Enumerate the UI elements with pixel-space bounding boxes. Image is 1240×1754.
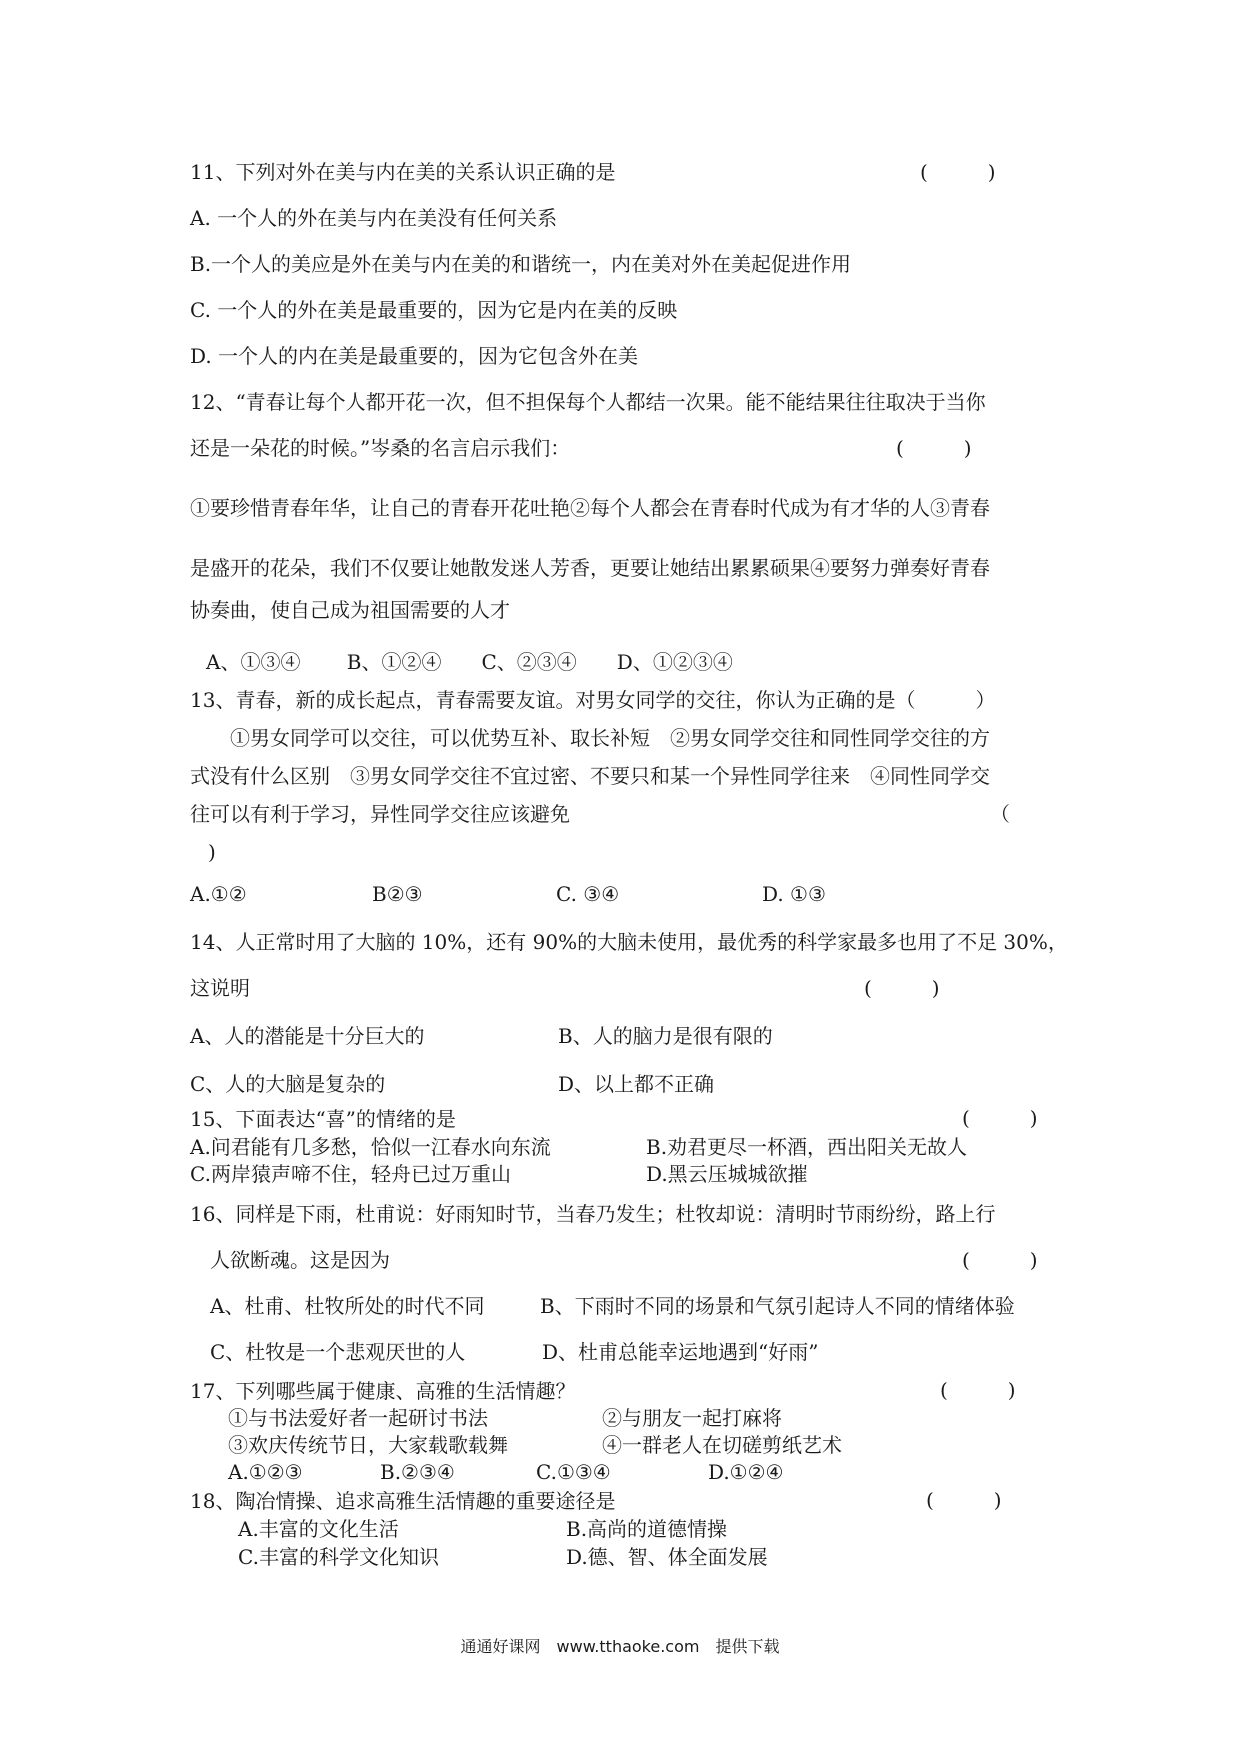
q17-statement-3: ③欢庆传统节日，大家载歌载舞: [228, 1433, 508, 1457]
q12-statement-line2: 是盛开的花朵，我们不仅要让她散发迷人芳香，更要让她结出累累硕果④要努力弹奏好青春: [190, 556, 990, 580]
q15-stem: 15、下面表达“喜”的情绪的是: [190, 1107, 456, 1131]
q15-option-c: C.两岸猿声啼不住，轻舟已过万重山: [190, 1162, 511, 1186]
q14-stem-line1: 14、人正常时用了大脑的 10%，还有 90%的大脑未使用，最优秀的科学家最多也用了不足 30%，: [190, 930, 1068, 954]
q13-option-d: D. ①③: [762, 882, 826, 906]
q16-stem-line1: 16、同样是下雨，杜甫说：好雨知时节，当春乃发生；杜牧却说：清明时节雨纷纷，路上行: [190, 1202, 996, 1226]
q13-option-b: B②③: [372, 882, 423, 906]
q18-option-a: A.丰富的文化生活: [238, 1517, 399, 1541]
q16-option-b: B、下雨时不同的场景和气氛引起诗人不同的情绪体验: [540, 1294, 1015, 1318]
q17-statement-4: ④一群老人在切磋剪纸艺术: [602, 1433, 842, 1457]
q14-option-c: C、人的大脑是复杂的: [190, 1072, 386, 1096]
q18-option-c: C.丰富的科学文化知识: [238, 1545, 439, 1569]
q18-stem: 18、陶冶情操、追求高雅生活情趣的重要途径是: [190, 1489, 616, 1513]
q11-stem: 11、下列对外在美与内在美的关系认识正确的是: [190, 160, 616, 184]
q15-answer-paren: ( ): [962, 1106, 1038, 1130]
q15-option-a: A.问君能有几多愁，恰似一江春水向东流: [190, 1135, 551, 1159]
q12-stem-line2: 还是一朵花的时候。”岑桑的名言启示我们：: [190, 436, 571, 460]
q14-option-b: B、人的脑力是很有限的: [558, 1024, 773, 1048]
q16-option-a: A、杜甫、杜牧所处的时代不同: [210, 1294, 485, 1318]
q12-statement-line1: ①要珍惜青春年华，让自己的青春开花吐艳②每个人都会在青春时代成为有才华的人③青春: [190, 496, 990, 520]
q15-option-d: D.黑云压城城欲摧: [646, 1162, 808, 1186]
q14-option-a: A、人的潜能是十分巨大的: [190, 1024, 425, 1048]
q13-paren-close: ): [208, 840, 216, 864]
q17-statement-1: ①与书法爱好者一起研讨书法: [228, 1406, 488, 1430]
q12-stem-line1: 12、“青春让每个人都开花一次，但不担保每个人都结一次果。能不能结果往往取决于当你: [190, 390, 986, 414]
q16-option-c: C、杜牧是一个悲观厌世的人: [210, 1340, 466, 1364]
page-footer: 通通好课网 www.tthaoke.com 提供下载: [460, 1637, 780, 1656]
q13-stem: 13、青春，新的成长起点，青春需要友谊。对男女同学的交往，你认为正确的是（ ）: [190, 688, 996, 712]
q11-option-a: A. 一个人的外在美与内在美没有任何关系: [190, 206, 558, 230]
q12-statement-line3: 协奏曲，使自己成为祖国需要的人才: [190, 598, 510, 622]
q17-stem: 17、下列哪些属于健康、高雅的生活情趣？: [190, 1379, 576, 1403]
q11-option-b: B.一个人的美应是外在美与内在美的和谐统一，内在美对外在美起促进作用: [190, 252, 852, 276]
q18-option-d: D.德、智、体全面发展: [566, 1545, 768, 1569]
q14-stem-line2: 这说明: [190, 976, 250, 1000]
q13-option-a: A.①②: [190, 882, 247, 906]
q13-option-c: C. ③④: [556, 882, 620, 906]
q18-answer-paren: ( ): [926, 1488, 1002, 1512]
q11-answer-paren: ( ): [920, 160, 996, 184]
q14-option-d: D、以上都不正确: [558, 1072, 715, 1096]
q18-option-b: B.高尚的道德情操: [566, 1517, 728, 1541]
q17-statement-2: ②与朋友一起打麻将: [602, 1406, 782, 1430]
q13-statement-line1: ①男女同学可以交往，可以优势互补、取长补短 ②男女同学交往和同性同学交往的方: [230, 726, 990, 750]
q13-paren-open: （: [990, 802, 1010, 826]
q17-option-a: A.①②③: [228, 1460, 303, 1484]
q13-statement-line2: 式没有什么区别 ③男女同学交往不宜过密、不要只和某一个异性同学往来 ④同性同学交: [190, 764, 990, 788]
q12-answer-paren: ( ): [896, 436, 972, 460]
q14-answer-paren: ( ): [864, 976, 940, 1000]
q17-option-c: C.①③④: [536, 1460, 611, 1484]
q15-option-b: B.劝君更尽一杯酒，西出阳关无故人: [646, 1135, 968, 1159]
q16-stem-line2: 人欲断魂。这是因为: [210, 1248, 390, 1272]
q11-option-c: C. 一个人的外在美是最重要的，因为它是内在美的反映: [190, 298, 678, 322]
q13-statement-line3: 往可以有利于学习，异性同学交往应该避免: [190, 802, 570, 826]
q12-options: A、①③④ B、①②④ C、②③④ D、①②③④: [206, 650, 733, 674]
q11-option-d: D. 一个人的内在美是最重要的，因为它包含外在美: [190, 344, 639, 368]
q17-option-b: B.②③④: [380, 1460, 455, 1484]
q17-answer-paren: ( ): [940, 1378, 1016, 1402]
q16-option-d: D、杜甫总能幸运地遇到“好雨”: [542, 1340, 819, 1364]
q17-option-d: D.①②④: [708, 1460, 784, 1484]
q16-answer-paren: ( ): [962, 1248, 1038, 1272]
